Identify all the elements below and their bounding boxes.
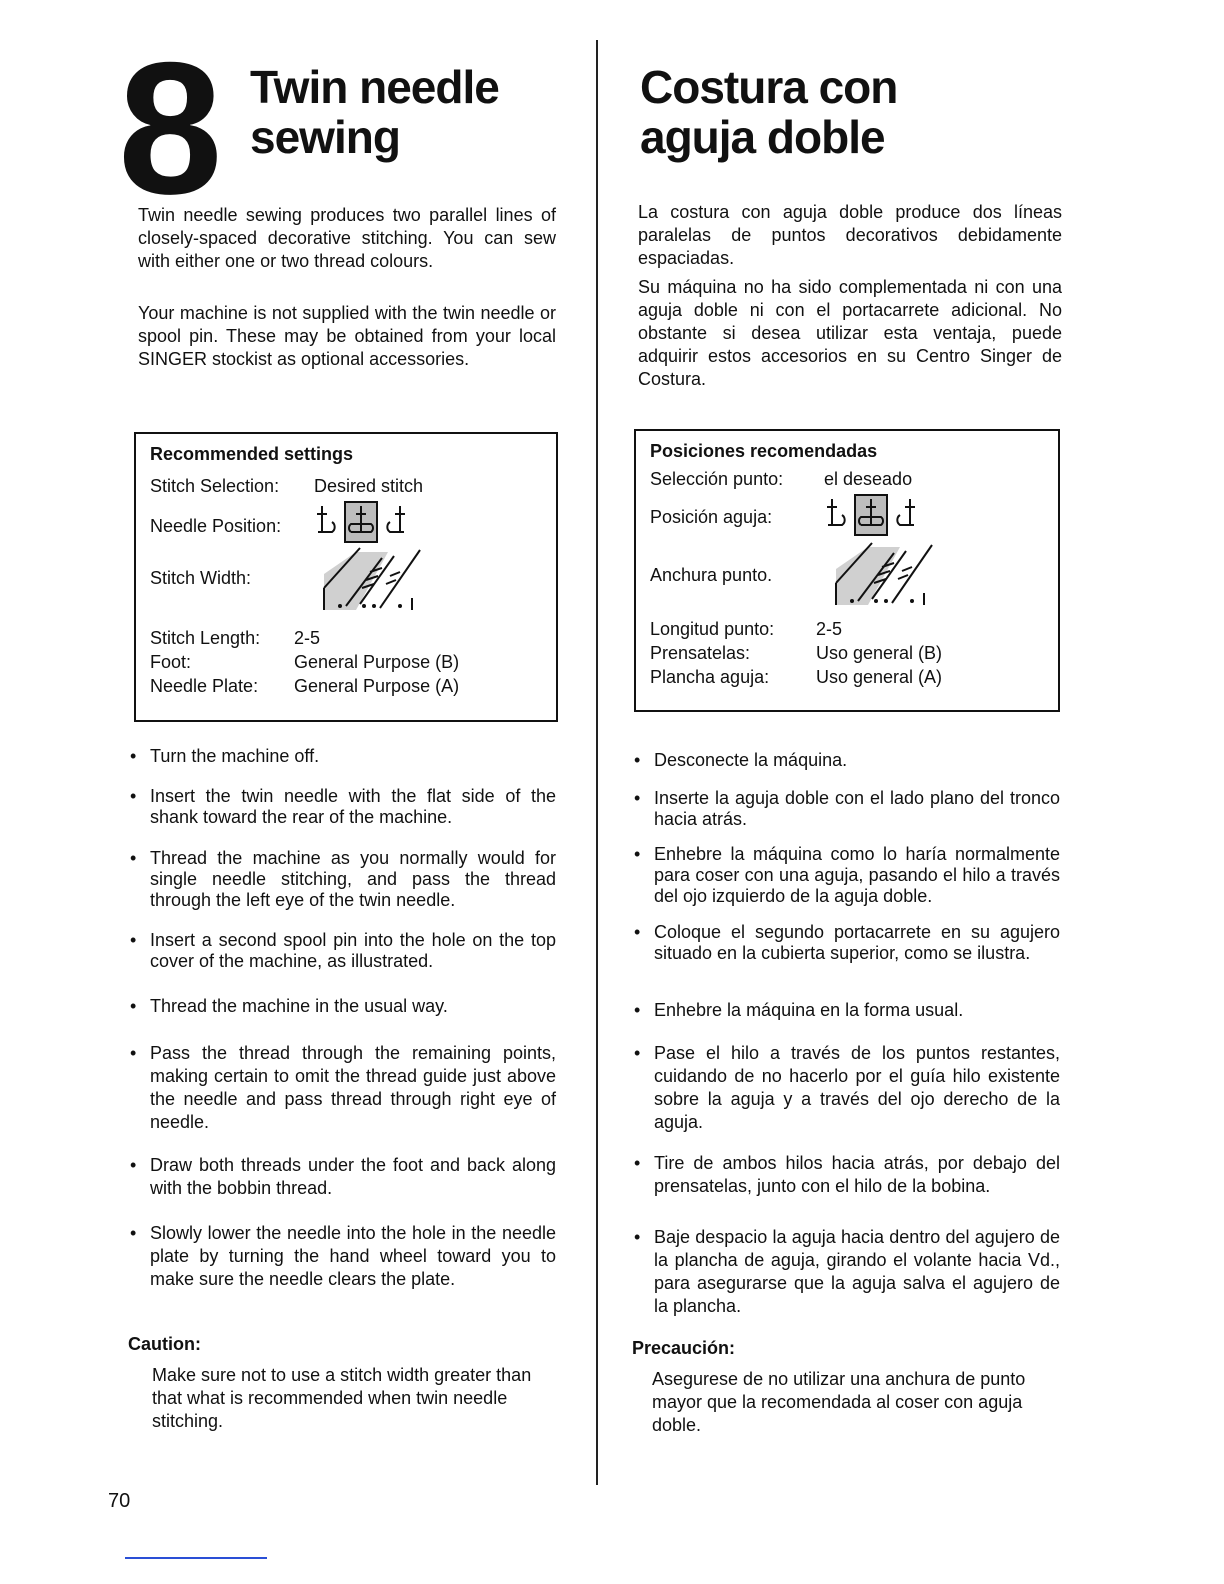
list-item — [632, 788, 1060, 830]
list-item — [128, 746, 556, 767]
stitch-selection-value: el deseado — [824, 469, 913, 489]
stitch-length-value: 2-5 — [816, 619, 843, 639]
stitch-selection-label: Selección punto: — [650, 469, 784, 489]
bullet: • — [130, 996, 137, 1016]
chapter-number: 8 — [118, 23, 219, 233]
bullet: • — [130, 786, 137, 806]
intro-paragraph-2: Su máquina no ha sido complementada ni con una aguja doble ni con el portacarrete adicional. No obstante si desea utilizar esta ventaja, puede adquirir estos accesorios en su Centro Singer de Costura. — [638, 277, 1062, 389]
title-line-2: sewing — [250, 111, 400, 163]
list-item — [632, 1226, 1060, 1318]
needle-plate-label: Plancha aguja: — [650, 667, 770, 687]
foot-label: Prensatelas: — [650, 643, 751, 663]
step-text: Insert the twin needle with the flat side of the shank toward the rear of the machine. — [150, 786, 556, 827]
needle-plate-value: Uso general (A) — [816, 667, 943, 687]
stitch-length-label: Longitud punto: — [650, 619, 775, 639]
list-item — [128, 930, 556, 972]
title-line-1: Costura con — [640, 61, 898, 113]
step-text: Slowly lower the needle into the hole in the needle plate by turning the hand wheel toward you to make sure the needle clears the plate. — [150, 1223, 556, 1289]
step-text: Thread the machine in the usual way. — [150, 996, 448, 1016]
needle-plate-value: General Purpose (A) — [294, 676, 460, 696]
stitch-width-icon — [828, 539, 938, 609]
step-text: Draw both threads under the foot and back along with the bobbin thread. — [150, 1155, 556, 1198]
step-text: Enhebre la máquina en la forma usual. — [654, 1000, 964, 1020]
bullet: • — [130, 746, 137, 766]
list-item — [632, 1000, 1060, 1021]
bullet: • — [130, 848, 137, 868]
settings-title: Posiciones recomendadas — [650, 441, 878, 461]
list-item — [632, 844, 1060, 907]
stitch-selection-label: Stitch Selection: — [150, 476, 280, 496]
caution-heading: Caution: — [128, 1334, 201, 1354]
column-divider — [596, 40, 598, 1485]
bullet: • — [634, 1153, 641, 1173]
page-title-spanish — [640, 62, 897, 162]
foot-value: General Purpose (B) — [294, 652, 460, 672]
step-text: Pase el hilo a través de los puntos restantes, cuidando de no hacerlo por el guía hilo existente sobre la aguja y a través del ojo derecho de la aguja. — [654, 1043, 1060, 1132]
needle-position-icon — [824, 493, 934, 537]
stitch-length-label: Stitch Length: — [150, 628, 261, 648]
list-item — [128, 1042, 556, 1134]
caution-text: Make sure not to use a stitch width greater than that what is recommended when twin needle stitching. — [152, 1365, 532, 1431]
step-text: Tire de ambos hilos hacia atrás, por debajo del prensatelas, junto con el hilo de la bobina. — [654, 1153, 1060, 1196]
step-text: Thread the machine as you normally would for single needle stitching, and pass the thread through the left eye of the twin needle. — [150, 848, 556, 910]
bullet: • — [634, 922, 641, 942]
recommended-settings-box — [634, 429, 1060, 712]
intro-paragraph-2: Your machine is not supplied with the twin needle or spool pin. These may be obtained from your local SINGER stockist as optional accessories. — [138, 303, 556, 369]
stitch-width-icon — [316, 544, 426, 614]
step-text: Pass the thread through the remaining points, making certain to omit the thread guide just above the needle and pass thread through right eye of needle. — [150, 1043, 556, 1132]
step-text: Turn the machine off. — [150, 746, 320, 766]
list-item — [632, 750, 1060, 771]
stitch-length-value: 2-5 — [294, 628, 321, 648]
bullet: • — [634, 1000, 641, 1020]
intro-paragraph-1: La costura con aguja doble produce dos líneas paralelas de puntos decorativos debidamente espaciadas. — [638, 202, 1062, 268]
page-title-english — [250, 62, 499, 162]
intro-paragraph-1: Twin needle sewing produces two parallel lines of closely-spaced decorative stitching. You can sew with either one or two thread colours. — [138, 205, 556, 271]
step-text: Inserte la aguja doble con el lado plano del tronco hacia atrás. — [654, 788, 1060, 829]
stitch-selection-value: Desired stitch — [314, 476, 424, 496]
needle-position-label: Posición aguja: — [650, 507, 773, 527]
bullet: • — [130, 1155, 137, 1175]
bullet: • — [634, 1043, 641, 1063]
bullet: • — [634, 1227, 641, 1247]
page-number: 70 — [108, 1490, 131, 1512]
caution-text: Asegurese de no utilizar una anchura de punto mayor que la recomendada al coser con aguja doble. — [652, 1369, 1026, 1435]
needle-position-icon — [314, 500, 424, 544]
bullet: • — [634, 788, 641, 808]
foot-label: Foot: — [150, 652, 192, 672]
recommended-settings-box — [134, 432, 558, 722]
stitch-width-label: Stitch Width: — [150, 568, 252, 588]
foot-value: Uso general (B) — [816, 643, 943, 663]
step-text: Coloque el segundo portacarrete en su agujero situado en la cubierta superior, como se ilustra. — [654, 922, 1060, 963]
bullet: • — [634, 844, 641, 864]
needle-plate-label: Needle Plate: — [150, 676, 259, 696]
footer-rule — [125, 1557, 267, 1559]
bullet: • — [130, 1223, 137, 1243]
settings-title: Recommended settings — [150, 444, 354, 464]
list-item — [632, 1152, 1060, 1198]
list-item — [128, 1154, 556, 1200]
needle-position-label: Needle Position: — [150, 516, 282, 536]
title-line-1: Twin needle — [250, 61, 499, 113]
bullet: • — [130, 1043, 137, 1063]
stitch-width-label: Anchura punto. — [650, 565, 773, 585]
list-item — [632, 1042, 1060, 1134]
list-item — [128, 996, 556, 1017]
list-item — [128, 848, 556, 911]
step-text: Enhebre la máquina como lo haría normalmente para coser con una aguja, pasando el hilo a través del ojo izquierdo de la aguja doble. — [654, 844, 1060, 906]
list-item — [128, 1222, 556, 1291]
caution-heading: Precaución: — [632, 1338, 736, 1358]
step-text: Insert a second spool pin into the hole on the top cover of the machine, as illustrated. — [150, 930, 556, 971]
step-text: Baje despacio la aguja hacia dentro del agujero de la plancha de aguja, girando el volante hacia Vd., para asegurarse que la aguja salva el agujero de la plancha. — [654, 1227, 1060, 1316]
title-line-2: aguja doble — [640, 111, 885, 163]
list-item — [128, 786, 556, 828]
bullet: • — [130, 930, 137, 950]
step-text: Desconecte la máquina. — [654, 750, 848, 770]
list-item — [632, 922, 1060, 964]
bullet: • — [634, 750, 641, 770]
